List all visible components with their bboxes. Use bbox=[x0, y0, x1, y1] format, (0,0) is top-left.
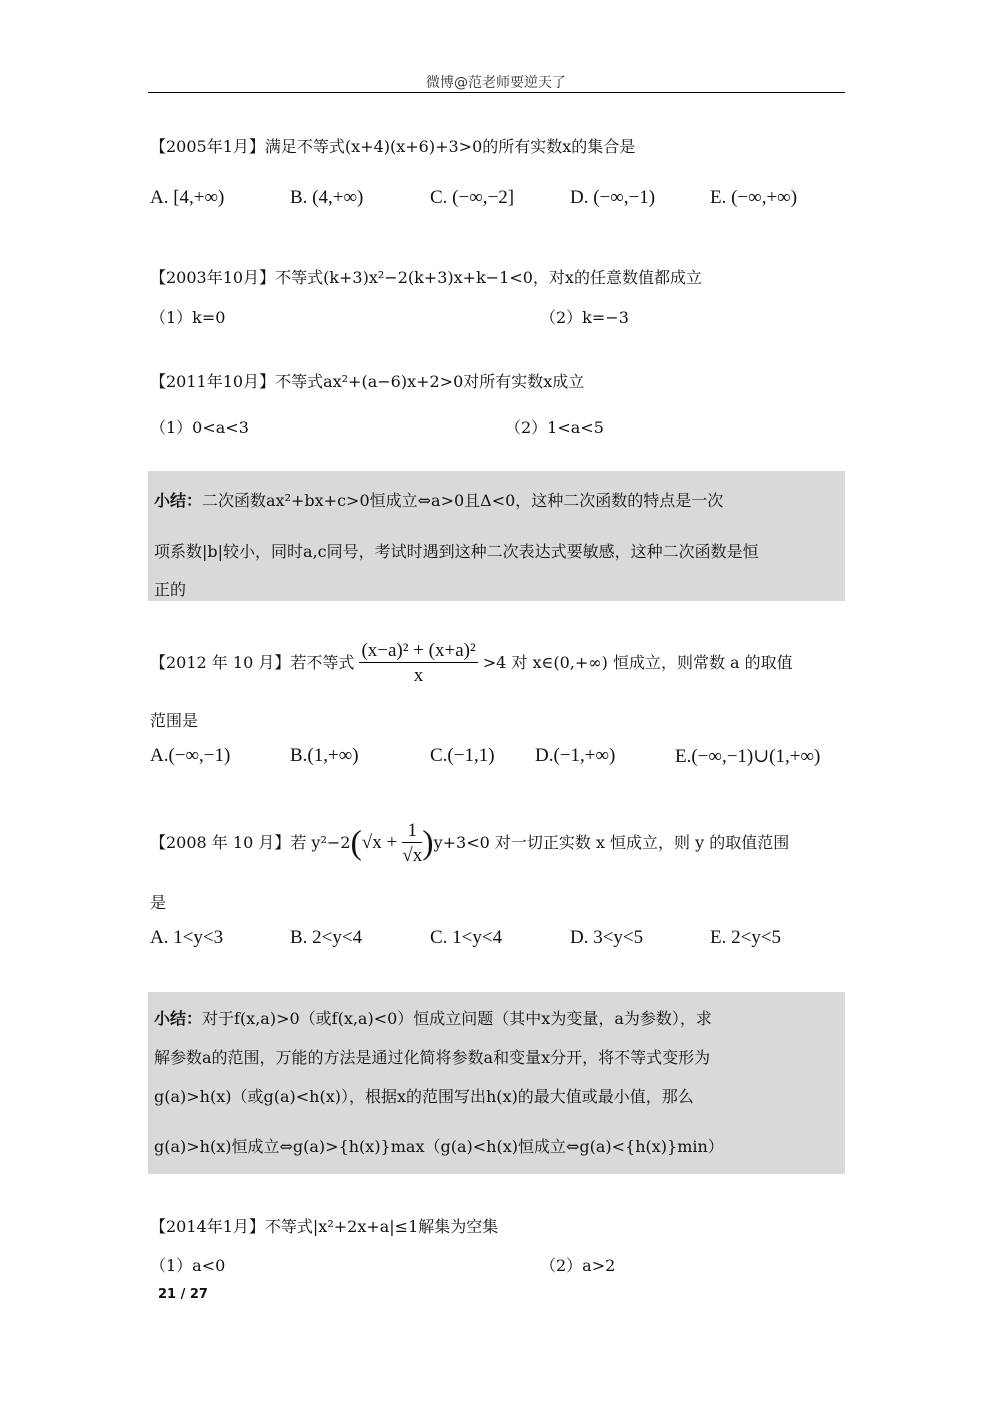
q4-fraction-denominator: x bbox=[413, 665, 424, 686]
q4-option-b: B.(1,+∞) bbox=[290, 745, 359, 766]
q5-option-c: C. 1<y<4 bbox=[430, 927, 503, 948]
q3-condition-1: （1）0<a<3 bbox=[150, 418, 249, 437]
q1-stem: 【2005年1月】满足不等式(x+4)(x+6)+3>0的所有实数x的集合是 bbox=[150, 137, 636, 156]
q4-option-a: A.(−∞,−1) bbox=[150, 745, 231, 766]
q5-prefix: 【2008 年 10 月】若 y²−2 bbox=[150, 833, 351, 852]
summary-box-2 bbox=[148, 992, 845, 1174]
q6-stem: 【2014年1月】不等式|x²+2x+a|≤1解集为空集 bbox=[150, 1217, 499, 1236]
q5-right-paren: ) bbox=[422, 824, 434, 862]
page-number: 21 / 27 bbox=[158, 1287, 208, 1302]
q1-option-d: D. (−∞,−1) bbox=[570, 187, 656, 208]
q4-option-d: D.(−1,+∞) bbox=[535, 745, 616, 766]
q1-option-c: C. (−∞,−2] bbox=[430, 187, 515, 208]
q6-condition-2: （2）a>2 bbox=[540, 1256, 616, 1275]
q5-sqrt-x: √x + bbox=[361, 832, 398, 853]
q2-condition-1: （1）k=0 bbox=[150, 308, 226, 327]
q6-condition-1: （1）a<0 bbox=[150, 1256, 226, 1275]
q4-prefix: 【2012 年 10 月】若不等式 bbox=[150, 653, 355, 672]
q4-suffix: >4 对 x∈(0,+∞) 恒成立，则常数 a 的取值 bbox=[482, 653, 793, 672]
page-header: 微博@范老师要逆天了 bbox=[426, 75, 566, 91]
q1-option-b: B. (4,+∞) bbox=[290, 187, 364, 208]
q5-stem bbox=[150, 820, 789, 867]
q5-option-d: D. 3<y<5 bbox=[570, 927, 644, 948]
summary1-line3: 正的 bbox=[154, 580, 187, 599]
q5-option-b: B. 2<y<4 bbox=[290, 927, 363, 948]
q4-fraction-numerator: (x−a)² + (x+a)² bbox=[361, 640, 476, 661]
q4-stem bbox=[150, 640, 793, 687]
q4-fraction bbox=[359, 640, 477, 687]
q5-line2: 是 bbox=[150, 893, 167, 912]
q2-condition-2: （2）k=−3 bbox=[540, 308, 629, 327]
header-rule bbox=[148, 92, 845, 93]
summary1-line2: 项系数|b|较小，同时a,c同号，考试时遇到这种二次表达式要敏感，这种二次函数是恒 bbox=[154, 542, 759, 561]
summary1-label: 小结： bbox=[154, 491, 203, 510]
summary2-line4: g(a)>h(x)恒成立⇔g(a)>{h(x)}max（g(a)<h(x)恒成立⇔g(a)<{h(x)}min） bbox=[154, 1137, 724, 1156]
summary2-text1: 对于f(x,a)>0（或f(x,a)<0）恒成立问题（其中x为变量，a为参数），求 bbox=[202, 1009, 712, 1028]
q3-condition-2: （2）1<a<5 bbox=[505, 418, 604, 437]
q3-stem: 【2011年10月】不等式ax²+(a−6)x+2>0对所有实数x成立 bbox=[150, 372, 585, 391]
q5-left-paren: ( bbox=[350, 824, 362, 862]
q4-option-c: C.(−1,1) bbox=[430, 745, 495, 766]
q5-suffix: y+3<0 对一切正实数 x 恒成立，则 y 的取值范围 bbox=[433, 833, 790, 852]
summary1-text1: 二次函数ax²+bx+c>0恒成立⇔a>0且Δ<0，这种二次函数的特点是一次 bbox=[202, 491, 724, 510]
summary2-line3: g(a)>h(x)（或g(a)<h(x)），根据x的范围写出h(x)的最大值或最小值，那么 bbox=[154, 1087, 694, 1106]
q5-option-a: A. 1<y<3 bbox=[150, 927, 224, 948]
q5-fraction-numerator: 1 bbox=[402, 820, 422, 843]
summary2-line1 bbox=[154, 1006, 712, 1029]
summary1-line1 bbox=[154, 488, 723, 511]
summary2-label: 小结： bbox=[154, 1009, 203, 1028]
q1-option-a: A. [4,+∞) bbox=[150, 187, 225, 208]
summary-box-1 bbox=[148, 471, 845, 601]
q4-line2: 范围是 bbox=[150, 711, 199, 730]
q5-fraction bbox=[402, 820, 422, 867]
summary2-line2: 解参数a的范围，万能的方法是通过化简将参数a和变量x分开，将不等式变形为 bbox=[154, 1048, 711, 1067]
q4-option-e: E.(−∞,−1)∪(1,+∞) bbox=[675, 746, 821, 767]
q5-option-e: E. 2<y<5 bbox=[710, 927, 782, 948]
q5-fraction-denominator: √x bbox=[402, 845, 423, 866]
q2-stem: 【2003年10月】不等式(k+3)x²−2(k+3)x+k−1<0，对x的任意数值都成立 bbox=[150, 268, 702, 287]
q1-option-e: E. (−∞,+∞) bbox=[710, 187, 798, 208]
